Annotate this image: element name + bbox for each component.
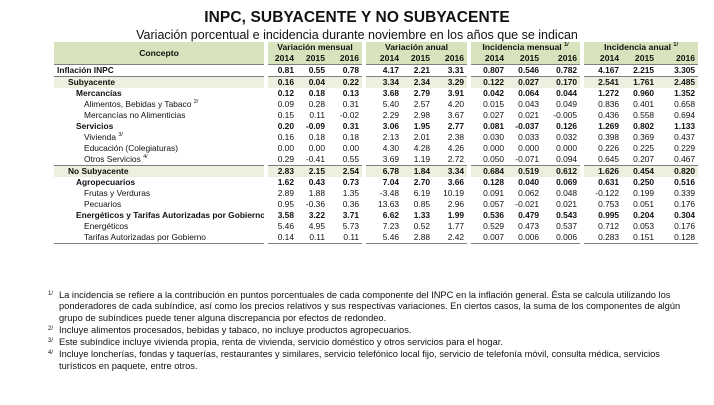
cell-value: 0.027 <box>469 110 507 121</box>
year-header: 2015 <box>622 53 657 65</box>
cell-value: 3.67 <box>447 110 465 120</box>
cell-value: 0.960 <box>633 88 655 98</box>
cell-value: 0.52 <box>413 221 431 231</box>
cell-value: 2.541 <box>582 77 622 89</box>
cell-value: -0.02 <box>339 110 360 120</box>
year-header: 2014 <box>266 53 297 65</box>
cell-value: 0.207 <box>633 154 655 164</box>
table-row <box>54 121 698 132</box>
cell-value: 0.20 <box>266 121 297 132</box>
cell-value: 0.31 <box>342 121 360 131</box>
row-label: Subyacente <box>68 77 116 87</box>
cell-value: 2.42 <box>447 232 465 242</box>
year-header: 2014 <box>364 53 402 65</box>
cell-value: 2.21 <box>413 65 431 75</box>
year-header: 2015 <box>297 53 328 65</box>
cell-value: 2.79 <box>413 88 431 98</box>
footnote-mark: 3/ <box>48 338 54 345</box>
cell-value: 2.77 <box>447 121 465 131</box>
cell-value: 0.782 <box>556 65 578 75</box>
cell-value: 0.85 <box>413 199 431 209</box>
cell-value: 0.033 <box>518 132 540 142</box>
page-title: INPC, SUBYACENTE Y NO SUBYACENTE <box>204 9 510 26</box>
cell-value: 0.55 <box>342 154 360 164</box>
cell-value: 0.030 <box>469 132 507 143</box>
cell-value: 3.66 <box>447 177 465 187</box>
cell-value: 2.70 <box>413 177 431 187</box>
cell-value: 6.78 <box>364 166 402 178</box>
cell-value: 1.761 <box>633 77 655 87</box>
cell-value: 0.537 <box>556 221 578 231</box>
cell-value: 1.88 <box>308 188 325 198</box>
group-header: Incidencia mensual $^{1/}$ <box>469 42 582 53</box>
cell-value: 2.72 <box>447 154 465 164</box>
cell-value: 0.021 <box>518 110 540 120</box>
cell-value: 0.694 <box>674 110 696 120</box>
row-label: Vivienda $^{3/}$ <box>84 132 123 142</box>
cell-value: 0.09 <box>266 99 297 110</box>
cell-value: 1.35 <box>342 188 360 198</box>
row-label: Servicios <box>76 121 114 131</box>
cell-value: 0.00 <box>308 143 325 153</box>
cell-value: 0.006 <box>556 232 578 242</box>
cell-value: 3.06 <box>364 121 402 132</box>
cell-value: 2.89 <box>266 188 297 199</box>
cell-value: 3.34 <box>447 166 465 176</box>
cell-value: 4.167 <box>582 65 622 77</box>
cell-value: 0.28 <box>308 99 325 109</box>
cell-value: 0.225 <box>633 143 655 153</box>
table-row <box>54 199 698 210</box>
cell-value: 1.133 <box>674 121 696 131</box>
cell-value: 0.546 <box>518 65 540 75</box>
cell-value: 0.529 <box>469 221 507 232</box>
cell-value: 0.027 <box>518 77 540 87</box>
cell-value: 0.436 <box>582 110 622 121</box>
group-header: Variación anual <box>364 42 469 53</box>
cell-value: 0.064 <box>518 88 540 98</box>
cell-value: 0.11 <box>309 232 325 242</box>
table-row <box>54 132 698 143</box>
cell-value: 0.437 <box>674 132 696 142</box>
cell-value: 0.000 <box>518 143 540 153</box>
cell-value: 2.54 <box>342 166 360 176</box>
cell-value: 3.69 <box>364 154 402 166</box>
table-body <box>54 65 698 244</box>
cell-value: 0.044 <box>556 88 578 98</box>
cell-value: 0.069 <box>556 177 578 187</box>
group-header: Incidencia anual $^{1/}$ <box>582 42 698 53</box>
cell-value: 0.126 <box>556 121 578 131</box>
cell-value: 0.304 <box>674 210 696 220</box>
footnote-mark: 2/ <box>48 325 54 332</box>
row-label: Inflación INPC <box>57 65 114 75</box>
cell-value: 10.19 <box>443 188 465 198</box>
table-row <box>54 188 698 199</box>
cell-value: 0.31 <box>342 99 360 109</box>
cell-value: -0.005 <box>553 110 578 120</box>
cell-value: 4.20 <box>447 99 465 109</box>
cell-value: 1.84 <box>413 166 431 176</box>
table-row <box>54 221 698 232</box>
table-row <box>54 210 698 221</box>
cell-value: 0.36 <box>342 199 360 209</box>
cell-value: -0.037 <box>515 121 540 131</box>
cell-value: 5.46 <box>364 232 402 244</box>
footnotes <box>48 290 698 373</box>
cell-value: 0.18 <box>308 88 325 98</box>
table-row <box>54 99 698 110</box>
cell-value: 0.658 <box>674 99 696 109</box>
cell-value: 0.95 <box>266 199 297 210</box>
cell-value: 2.15 <box>308 166 325 176</box>
cell-value: 0.128 <box>469 177 507 188</box>
row-label: Pecuarios <box>84 199 122 209</box>
cell-value: 0.454 <box>633 166 655 176</box>
cell-value: 4.17 <box>364 65 402 77</box>
cell-value: 0.032 <box>556 132 578 142</box>
cell-value: 0.151 <box>633 232 655 242</box>
cell-value: 3.58 <box>266 210 297 221</box>
footnote-text: Incluye loncherías, fondas y taquerías, restaurantes y similares, servicio telefónico local fijo, servicio de telefonía móvil, consulta médica, servicios turísticos en paquete, entre otros. <box>59 349 660 371</box>
year-header: 2015 <box>402 53 433 65</box>
cell-value: 0.122 <box>469 77 507 89</box>
cell-value: 0.479 <box>518 210 540 220</box>
cell-value: 5.46 <box>266 221 297 232</box>
cell-value: -0.09 <box>305 121 325 131</box>
group-header: Variación mensual <box>266 42 364 53</box>
cell-value: 0.042 <box>469 88 507 99</box>
footnote-mark: 1/ <box>48 291 54 297</box>
cell-value: 2.01 <box>413 132 431 142</box>
cell-value: 0.22 <box>342 77 360 87</box>
cell-value: 0.12 <box>266 88 297 99</box>
year-header: 2014 <box>469 53 507 65</box>
cell-value: 0.473 <box>518 221 540 231</box>
table-row <box>54 177 698 188</box>
header-group-row <box>54 42 698 53</box>
cell-value: 0.094 <box>556 154 578 164</box>
cell-value: 3.305 <box>674 65 696 75</box>
cell-value: 2.34 <box>413 77 431 87</box>
cell-value: 0.398 <box>582 132 622 143</box>
cell-value: 1.99 <box>447 210 465 220</box>
cell-value: 3.91 <box>447 88 465 98</box>
table-row <box>54 154 698 166</box>
cell-value: 2.485 <box>674 77 696 87</box>
cell-value: 1.272 <box>582 88 622 99</box>
cell-value: 0.229 <box>674 143 696 153</box>
cell-value: 0.048 <box>556 188 578 198</box>
cell-value: 0.057 <box>469 199 507 210</box>
cell-value: -3.48 <box>364 188 402 199</box>
cell-value: 0.18 <box>342 132 360 142</box>
cell-value: 0.519 <box>518 166 540 176</box>
cell-value: 5.73 <box>342 221 360 231</box>
cell-value: 0.753 <box>582 199 622 210</box>
cell-value: 0.543 <box>556 210 578 220</box>
cell-value: 0.684 <box>469 166 507 178</box>
cell-value: 0.049 <box>556 99 578 109</box>
cell-value: 6.19 <box>413 188 431 198</box>
cell-value: 0.81 <box>266 65 297 77</box>
cell-value: 1.352 <box>674 88 696 98</box>
cell-value: 0.339 <box>674 188 696 198</box>
cell-value: 0.000 <box>556 143 578 153</box>
row-label: Alimentos, Bebidas y Tabaco $^{2/}$ <box>84 99 199 109</box>
cell-value: 1.62 <box>266 177 297 188</box>
year-header: 2016 <box>542 53 582 65</box>
footnote-mark: 4/ <box>48 350 54 357</box>
year-header: 2016 <box>657 53 698 65</box>
footnote-text: Este subíndice incluye vivienda propia, renta de vivienda, servicio doméstico y otros servicios para el hogar. <box>59 337 503 348</box>
cell-value: 2.83 <box>266 166 297 178</box>
row-label: No Subyacente <box>68 166 129 176</box>
cell-value: 0.29 <box>266 154 297 166</box>
footnote <box>48 325 698 336</box>
cell-value: 0.043 <box>518 99 540 109</box>
cell-value: 2.96 <box>447 199 465 209</box>
cell-value: 3.29 <box>447 77 465 87</box>
cell-value: 4.30 <box>364 143 402 154</box>
cell-value: 0.18 <box>308 132 325 142</box>
footnote <box>48 290 698 324</box>
table-row <box>54 65 698 77</box>
cell-value: 0.04 <box>308 77 325 87</box>
cell-value: 0.13 <box>342 88 360 98</box>
table-row <box>54 110 698 121</box>
cell-value: 0.836 <box>582 99 622 110</box>
page-subtitle: Variación porcentual e incidencia durante noviembre en los años que se indican <box>136 28 578 42</box>
cell-value: 0.558 <box>633 110 655 120</box>
cell-value: 0.516 <box>674 177 696 187</box>
cell-value: 3.34 <box>364 77 402 89</box>
cell-value: 4.95 <box>308 221 325 231</box>
cell-value: 0.78 <box>342 65 360 75</box>
cell-value: -0.36 <box>305 199 325 209</box>
year-header: 2014 <box>582 53 622 65</box>
row-label: Educación (Colegiaturas) <box>84 143 179 153</box>
cell-value: 0.000 <box>469 143 507 154</box>
row-label: Mercancías no Alimenticias <box>84 110 186 120</box>
cell-value: 2.29 <box>364 110 402 121</box>
cell-value: -0.071 <box>515 154 540 164</box>
cell-value: 0.995 <box>582 210 622 221</box>
cell-value: 0.176 <box>674 199 696 209</box>
cell-value: 0.226 <box>582 143 622 154</box>
cell-value: 0.401 <box>633 99 655 109</box>
row-label: Energéticos y Tarifas Autorizadas por Gobierno <box>76 210 266 220</box>
cell-value: 1.95 <box>413 121 431 131</box>
cell-value: 0.16 <box>266 77 297 89</box>
cell-value: 0.051 <box>633 199 655 209</box>
cell-value: 5.40 <box>364 99 402 110</box>
inflation-table <box>54 42 698 244</box>
table-row <box>54 88 698 99</box>
cell-value: 2.57 <box>413 99 431 109</box>
cell-value: 1.19 <box>413 154 431 164</box>
cell-value: 0.081 <box>469 121 507 132</box>
cell-value: 7.23 <box>364 221 402 232</box>
cell-value: 0.467 <box>674 154 696 164</box>
cell-value: 0.73 <box>342 177 360 187</box>
cell-value: 0.712 <box>582 221 622 232</box>
cell-value: 0.14 <box>266 232 297 244</box>
cell-value: 0.11 <box>343 232 360 242</box>
cell-value: 0.170 <box>556 77 578 87</box>
row-label: Frutas y Verduras <box>84 188 151 198</box>
cell-value: 0.021 <box>556 199 578 209</box>
cell-value: 0.00 <box>342 143 360 153</box>
concepto-header: Concepto <box>54 42 266 65</box>
cell-value: 0.369 <box>633 132 655 142</box>
cell-value: -0.122 <box>582 188 622 199</box>
cell-value: 0.128 <box>674 232 696 242</box>
cell-value: 2.98 <box>413 110 431 120</box>
cell-value: 3.68 <box>364 88 402 99</box>
cell-value: 0.091 <box>469 188 507 199</box>
cell-value: 0.006 <box>518 232 540 242</box>
cell-value: 0.176 <box>674 221 696 231</box>
row-label: Agropecuarios <box>76 177 136 187</box>
cell-value: 2.88 <box>413 232 431 242</box>
cell-value: 0.053 <box>633 221 655 231</box>
cell-value: -0.021 <box>515 199 540 209</box>
cell-value: 2.38 <box>447 132 465 142</box>
cell-value: 1.626 <box>582 166 622 178</box>
cell-value: 2.215 <box>633 65 655 75</box>
cell-value: 0.536 <box>469 210 507 221</box>
cell-value: 0.050 <box>469 154 507 166</box>
table-row <box>54 77 698 89</box>
cell-value: 3.31 <box>447 65 465 75</box>
footnote <box>48 337 698 348</box>
cell-value: 0.007 <box>469 232 507 244</box>
year-header: 2016 <box>328 53 364 65</box>
table-row <box>54 166 698 178</box>
cell-value: 0.283 <box>582 232 622 244</box>
footnote <box>48 349 698 372</box>
cell-value: 0.15 <box>266 110 297 121</box>
cell-value: 0.802 <box>633 121 655 131</box>
cell-value: 0.250 <box>633 177 655 187</box>
cell-value: 0.040 <box>518 177 540 187</box>
cell-value: 4.28 <box>413 143 431 153</box>
cell-value: 0.55 <box>308 65 325 75</box>
row-label: Mercancías <box>76 88 122 98</box>
row-label: Otros Servicios $^{4/}$ <box>84 154 148 164</box>
table-row <box>54 232 698 244</box>
year-header: 2015 <box>507 53 542 65</box>
cell-value: 2.13 <box>364 132 402 143</box>
cell-value: 0.204 <box>633 210 655 220</box>
cell-value: 0.062 <box>518 188 540 198</box>
cell-value: 0.43 <box>308 177 325 187</box>
footnote-text: La incidencia se refiere a la contribución en puntos porcentuales de cada componente del INPC en la inflación general. Ésta se calcula utilizando los ponderadores de cada subíndice, así como los precios relativos y sus respectivas variaciones. En ciertos casos, la suma de los componentes de algún grupo de subíndices puede tener alguna discrepancia por efectos de redondeo. <box>59 290 681 323</box>
cell-value: 0.199 <box>633 188 655 198</box>
cell-value: 0.631 <box>582 177 622 188</box>
row-label: Tarifas Autorizadas por Gobierno <box>84 232 206 242</box>
cell-value: 3.22 <box>308 210 325 220</box>
cell-value: 13.63 <box>364 199 402 210</box>
cell-value: 0.015 <box>469 99 507 110</box>
cell-value: 7.04 <box>364 177 402 188</box>
cell-value: 1.33 <box>413 210 431 220</box>
cell-value: 1.77 <box>447 221 465 231</box>
cell-value: 3.71 <box>342 210 360 220</box>
cell-value: 0.11 <box>309 110 325 120</box>
cell-value: 1.269 <box>582 121 622 132</box>
cell-value: 0.00 <box>266 143 297 154</box>
cell-value: 0.807 <box>469 65 507 77</box>
table-row <box>54 143 698 154</box>
cell-value: 4.26 <box>447 143 465 153</box>
year-header: 2016 <box>433 53 469 65</box>
row-label: Energéticos <box>84 221 129 231</box>
cell-value: 0.16 <box>266 132 297 143</box>
cell-value: 6.62 <box>364 210 402 221</box>
footnote-text: Incluye alimentos procesados, bebidas y tabaco, no incluye productos agropecuarios. <box>59 324 412 335</box>
cell-value: 0.612 <box>556 166 578 176</box>
cell-value: -0.41 <box>305 154 325 164</box>
cell-value: 0.645 <box>582 154 622 166</box>
cell-value: 0.820 <box>674 166 696 176</box>
